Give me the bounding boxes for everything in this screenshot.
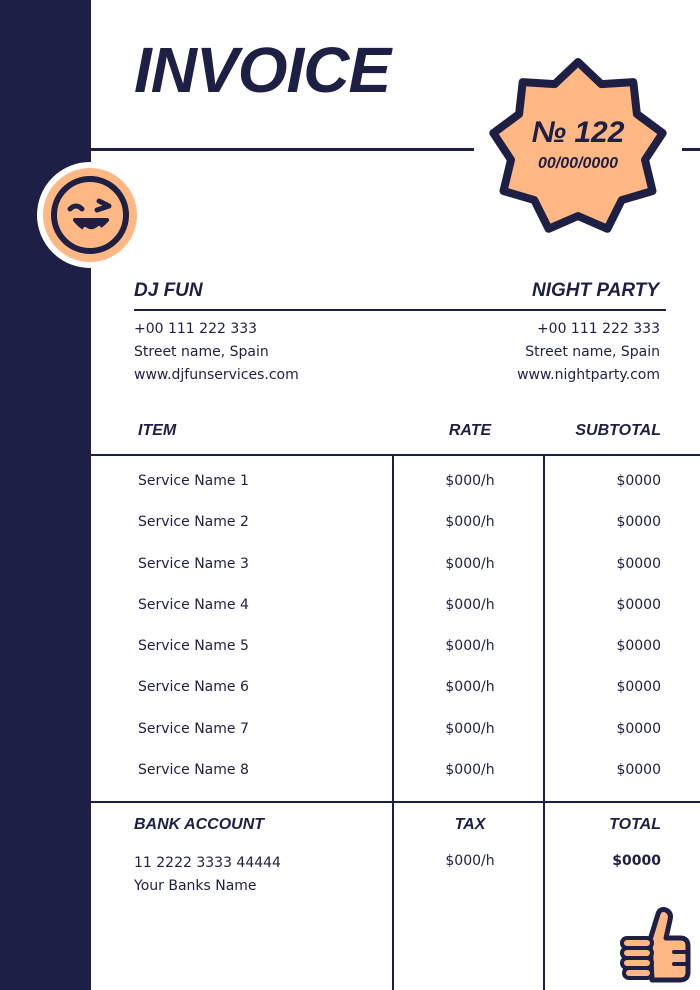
item-name: Service Name 1 bbox=[138, 473, 249, 489]
table-bottom-rule bbox=[91, 801, 700, 803]
item-subtotal: $0000 bbox=[616, 720, 661, 737]
party-divider bbox=[134, 309, 666, 311]
item-rate: $000/h bbox=[445, 762, 495, 779]
recipient-phone: +00 111 222 333 bbox=[536, 321, 660, 337]
bank-account-label: BANK ACCOUNT bbox=[134, 816, 265, 833]
column-header-item: ITEM bbox=[138, 422, 177, 439]
line-items bbox=[91, 460, 700, 790]
table-row bbox=[91, 625, 700, 666]
item-name: Service Name 7 bbox=[138, 720, 249, 737]
table-row bbox=[91, 543, 700, 584]
item-rate: $000/h bbox=[445, 473, 495, 489]
table-row bbox=[91, 749, 700, 790]
total-label: TOTAL bbox=[609, 816, 661, 833]
bank-number: 11 2222 3333 44444 bbox=[134, 855, 281, 871]
sender-contact bbox=[134, 318, 299, 387]
table-row bbox=[91, 584, 700, 625]
sender-address: Street name, Spain bbox=[134, 344, 269, 360]
item-rate: $000/h bbox=[445, 679, 495, 696]
header-divider bbox=[91, 148, 474, 151]
item-subtotal: $0000 bbox=[616, 514, 661, 531]
item-subtotal: $0000 bbox=[616, 596, 661, 613]
bank-details bbox=[134, 852, 281, 898]
item-subtotal: $0000 bbox=[616, 679, 661, 696]
table-row bbox=[91, 460, 700, 501]
item-name: Service Name 2 bbox=[138, 514, 249, 531]
item-subtotal: $0000 bbox=[616, 473, 661, 489]
table-row bbox=[91, 708, 700, 749]
item-rate: $000/h bbox=[445, 514, 495, 531]
header-divider-right bbox=[682, 148, 700, 151]
winking-smiley-icon bbox=[37, 162, 143, 268]
invoice-date: 00/00/0000 bbox=[537, 155, 619, 172]
sidebar-band bbox=[0, 0, 91, 990]
bank-name: Your Banks Name bbox=[134, 878, 257, 894]
item-name: Service Name 3 bbox=[138, 555, 249, 572]
item-name: Service Name 4 bbox=[138, 596, 249, 613]
item-rate: $000/h bbox=[445, 555, 495, 572]
recipient-name: NIGHT PARTY bbox=[531, 280, 659, 301]
item-rate: $000/h bbox=[445, 638, 495, 655]
invoice-title: INVOICE bbox=[134, 34, 391, 106]
recipient-website: www.nightparty.com bbox=[517, 367, 660, 383]
thumbs-up-icon bbox=[614, 904, 694, 984]
item-rate: $000/h bbox=[445, 596, 495, 613]
table-row bbox=[91, 501, 700, 542]
column-header-rate: RATE bbox=[448, 422, 492, 439]
invoice-number: № 122 bbox=[531, 116, 625, 149]
sender-phone: +00 111 222 333 bbox=[134, 321, 258, 337]
tax-label: TAX bbox=[454, 816, 486, 833]
recipient-address: Street name, Spain bbox=[525, 344, 660, 360]
item-subtotal: $0000 bbox=[616, 762, 661, 779]
column-header-subtotal: SUBTOTAL bbox=[575, 422, 661, 439]
recipient-contact bbox=[517, 318, 660, 387]
item-subtotal: $0000 bbox=[616, 555, 661, 572]
item-name: Service Name 6 bbox=[138, 679, 249, 696]
sender-website: www.djfunservices.com bbox=[134, 367, 299, 383]
tax-value: $000/h bbox=[445, 853, 495, 869]
item-name: Service Name 5 bbox=[138, 638, 249, 655]
total-value: $0000 bbox=[612, 853, 661, 869]
sender-name: DJ FUN bbox=[134, 280, 203, 301]
item-name: Service Name 8 bbox=[138, 762, 249, 779]
table-row bbox=[91, 666, 700, 707]
item-subtotal: $0000 bbox=[616, 638, 661, 655]
table-top-rule bbox=[91, 454, 700, 456]
item-rate: $000/h bbox=[445, 720, 495, 737]
